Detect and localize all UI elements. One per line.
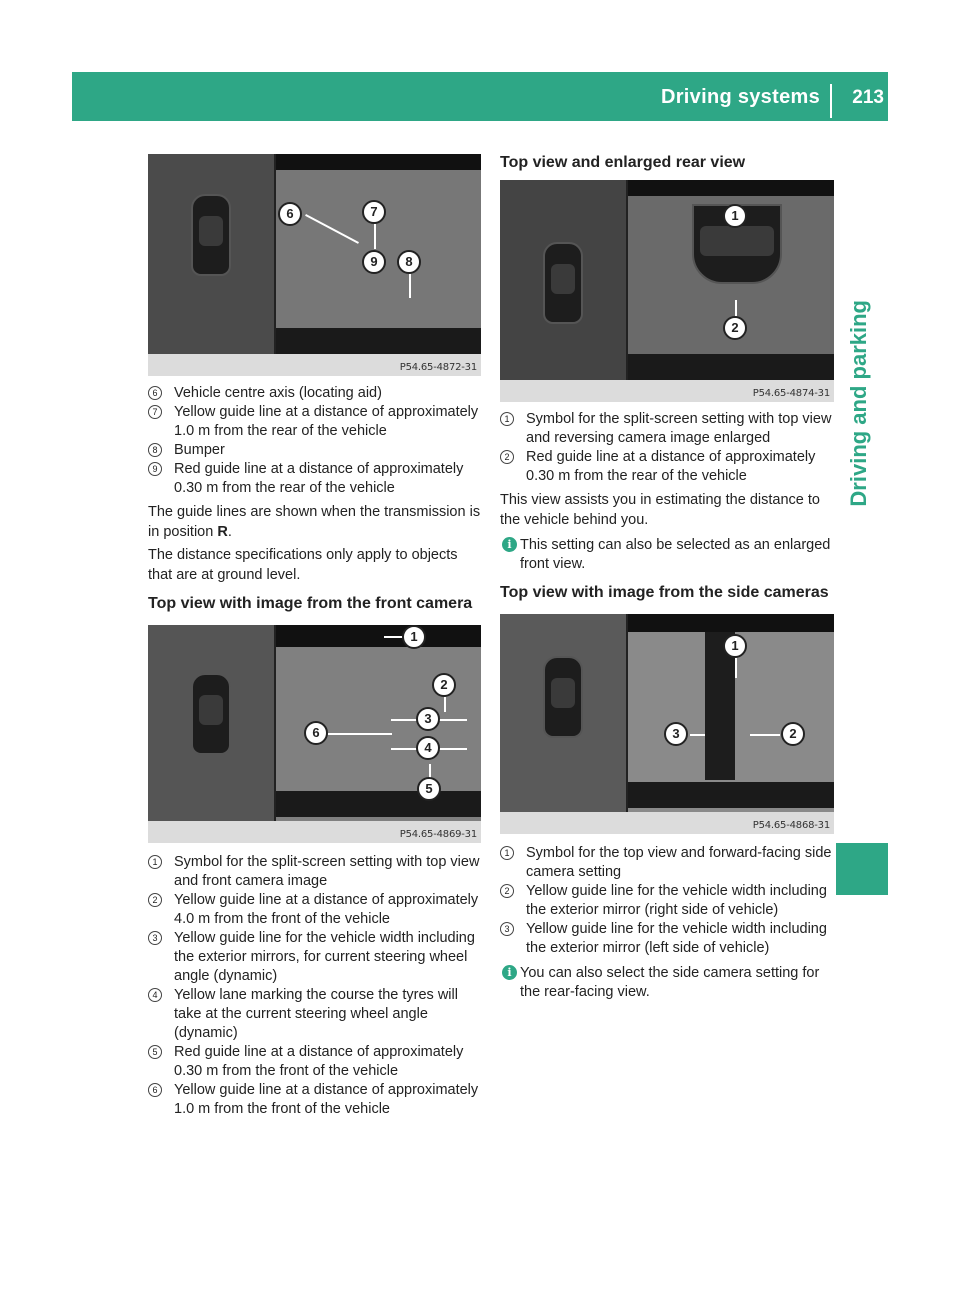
legend-list-3 [500, 410, 833, 486]
callout-5: 5 [417, 777, 441, 801]
figure-enlarged-rear [500, 180, 834, 402]
legend-list-2 [148, 853, 481, 1119]
callout-1: 1 [723, 634, 747, 658]
list-item: 9 Red guide line at a distance of approximately 0.30 m from the rear of the vehicle [148, 460, 481, 498]
callout-6: 6 [278, 202, 302, 226]
menu-strip [628, 180, 834, 196]
info-note-2: i You can also select the side camera setting for the rear-facing view. [500, 964, 833, 1002]
callout-9: 9 [362, 250, 386, 274]
callout-2: 2 [723, 316, 747, 340]
control-strip [276, 791, 481, 817]
list-item: 1 Symbol for the split-screen setting with top view and reversing camera image enlarged [500, 410, 833, 448]
page-number: 213 [852, 87, 884, 108]
vehicle-top-view [191, 673, 231, 755]
heading-side-cameras: Top view with image from the side cameras [500, 584, 829, 601]
control-strip [628, 782, 834, 808]
list-item: 7 Yellow guide line at a distance of approximately 1.0 m from the rear of the vehicle [148, 403, 481, 441]
callout-6: 6 [304, 721, 328, 745]
section-title: Driving systems [660, 86, 820, 108]
header-separator [830, 84, 832, 118]
info-note-1: i This setting can also be selected as an enlarged front view. [500, 536, 833, 574]
heading-enlarged-rear: Top view and enlarged rear view [500, 154, 746, 171]
header-bar [72, 72, 888, 121]
chapter-tab-block [836, 843, 888, 895]
info-icon: i [502, 537, 517, 552]
callout-3: 3 [416, 707, 440, 731]
left-column [148, 154, 481, 1119]
paragraph-distance-specs: The distance specifications only apply to objects that are at ground level. [148, 547, 458, 583]
list-item: 8 Bumper [148, 441, 481, 460]
list-item: 2 Yellow guide line at a distance of approximately 4.0 m from the front of the vehicle [148, 891, 481, 929]
figure-code: P54.65-4872-31 [399, 362, 477, 373]
list-item: 1 Symbol for the top view and forward-facing side camera setting [500, 844, 833, 882]
list-item: 6 Vehicle centre axis (locating aid) [148, 384, 481, 403]
list-item: 6 Yellow guide line at a distance of approximately 1.0 m from the front of the vehicle [148, 1081, 481, 1119]
vehicle-top-view [543, 656, 583, 738]
right-column [500, 152, 833, 1002]
figure-side-cameras [500, 614, 834, 834]
heading-front-camera: Top view with image from the front camera [148, 595, 473, 612]
menu-strip [276, 625, 481, 647]
figure-code: P54.65-4869-31 [399, 829, 477, 840]
info-icon: i [502, 965, 517, 980]
callout-3: 3 [664, 722, 688, 746]
chapter-side-label [830, 300, 888, 820]
list-item: 2 Yellow guide line for the vehicle width including the exterior mirror (right side of vehicle) [500, 882, 833, 920]
vehicle-top-view [543, 242, 583, 324]
callout-2: 2 [781, 722, 805, 746]
menu-strip [628, 614, 834, 632]
list-item: 3 Yellow guide line for the vehicle width including the exterior mirror (left side of vehicle) [500, 920, 833, 958]
figure-code: P54.65-4868-31 [752, 820, 830, 831]
callout-1: 1 [723, 204, 747, 228]
figure-code: P54.65-4874-31 [752, 388, 830, 399]
callout-1: 1 [402, 625, 426, 649]
figure-front-camera [148, 625, 481, 843]
list-item: 2 Red guide line at a distance of approximately 0.30 m from the rear of the vehicle [500, 448, 833, 486]
paragraph-rear-view: This view assists you in estimating the distance to the vehicle behind you. [500, 492, 820, 528]
list-item: 5 Red guide line at a distance of approximately 0.30 m from the front of the vehicle [148, 1043, 481, 1081]
figure-rear-camera [148, 154, 481, 376]
callout-7: 7 [362, 200, 386, 224]
callout-2: 2 [432, 673, 456, 697]
callout-4: 4 [416, 736, 440, 760]
list-item: 4 Yellow lane marking the course the tyres will take at the current steering wheel angle (dynamic) [148, 986, 481, 1043]
paragraph-guide-lines: The guide lines are shown when the transmission is in position R. [148, 504, 481, 540]
chapter-title: Driving and parking [846, 300, 871, 507]
menu-strip [276, 154, 481, 170]
control-strip [628, 354, 834, 380]
legend-list-1 [148, 384, 481, 498]
vehicle-top-view [191, 194, 231, 276]
control-strip [276, 328, 481, 354]
list-item: 1 Symbol for the split-screen setting with top view and front camera image [148, 853, 481, 891]
callout-8: 8 [397, 250, 421, 274]
list-item: 3 Yellow guide line for the vehicle width including the exterior mirrors, for current steering wheel angle (dynamic) [148, 929, 481, 986]
legend-list-4 [500, 844, 833, 958]
